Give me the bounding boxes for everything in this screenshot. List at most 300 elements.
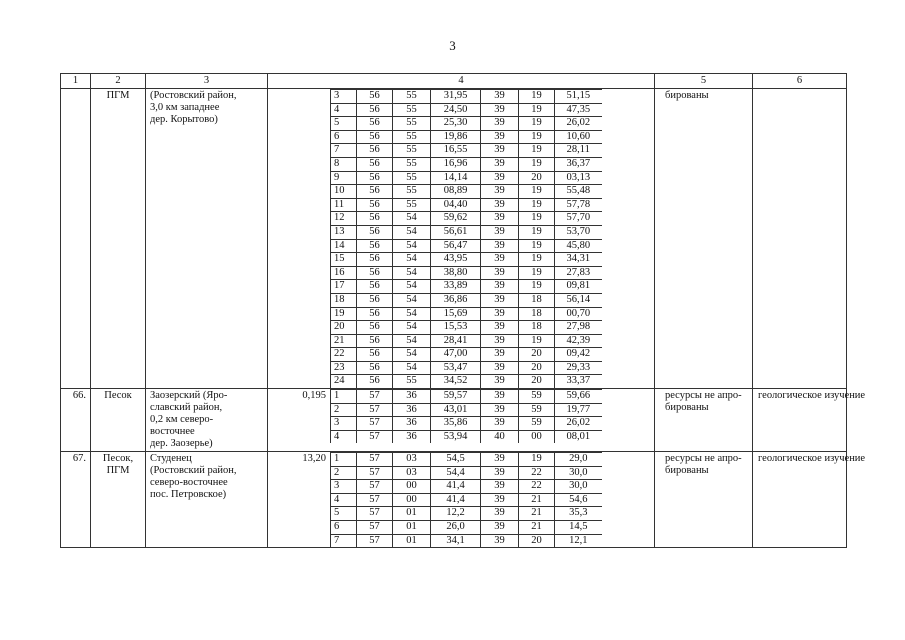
coordinate-value: 16,55 [431, 144, 481, 158]
usage-type [753, 89, 847, 389]
deposit-location-line: дер. Корытово) [150, 114, 218, 125]
mineral-type-line: Песок [104, 390, 132, 402]
header-row [61, 74, 847, 89]
coordinate-value: 40 [481, 430, 519, 443]
header-col-1: 1 [61, 74, 91, 89]
coordinate-value: 17 [331, 280, 357, 294]
coordinate-value: 59 [519, 417, 555, 431]
coordinate-value: 57 [357, 466, 393, 480]
coordinate-value: 15 [331, 253, 357, 267]
coordinate-point [331, 334, 602, 348]
coordinate-value: 55 [393, 103, 431, 117]
coordinate-value: 21 [331, 334, 357, 348]
coordinate-value: 53,47 [431, 361, 481, 375]
coordinate-value: 35,86 [431, 417, 481, 431]
coordinate-value: 45,80 [555, 239, 602, 253]
coordinate-value: 19 [519, 157, 555, 171]
coordinate-point [331, 453, 602, 467]
header-col-5: 5 [655, 74, 753, 89]
coordinate-value: 57,78 [555, 198, 602, 212]
coordinate-value: 8 [331, 157, 357, 171]
deposit-location [146, 389, 268, 452]
coordinate-value: 34,1 [431, 534, 481, 547]
coordinate-value: 36 [393, 430, 431, 443]
coordinate-value: 41,4 [431, 480, 481, 494]
coordinate-value: 39 [481, 117, 519, 131]
coordinate-value: 39 [481, 321, 519, 335]
coordinate-value: 54,4 [431, 466, 481, 480]
coordinate-value: 56 [357, 171, 393, 185]
header-col-2: 2 [91, 74, 146, 89]
coordinate-value: 56 [357, 253, 393, 267]
coordinate-value: 57 [357, 390, 393, 404]
coordinate-value: 14,14 [431, 171, 481, 185]
coordinate-value: 55 [393, 171, 431, 185]
coordinate-value: 54 [393, 280, 431, 294]
mineral-type [91, 452, 146, 548]
coordinate-value: 39 [481, 144, 519, 158]
deposit-location-line: дер. Заозерье) [150, 438, 213, 450]
coordinate-value: 41,4 [431, 493, 481, 507]
coordinate-value: 39 [481, 225, 519, 239]
resource-status-line: бированы [665, 465, 709, 477]
coordinate-value: 55,48 [555, 185, 602, 199]
coordinate-value: 57 [357, 507, 393, 521]
coordinate-value: 55 [393, 375, 431, 388]
coordinate-value: 23 [331, 361, 357, 375]
deposit-location [146, 452, 268, 548]
usage-type [753, 389, 866, 452]
coordinate-value: 16,96 [431, 157, 481, 171]
coordinate-value: 19 [519, 212, 555, 226]
coordinate-value: 19 [519, 117, 555, 131]
coordinate-value: 39 [481, 521, 519, 535]
coordinate-value: 55 [393, 90, 431, 104]
deposit-area [268, 89, 326, 90]
coordinate-value: 56,61 [431, 225, 481, 239]
deposit-row [61, 389, 847, 452]
coordinate-value: 19 [519, 253, 555, 267]
coordinate-value: 19 [519, 225, 555, 239]
usage-type-line: геологическое изучение [758, 453, 866, 465]
coordinate-value: 39 [481, 480, 519, 494]
coordinate-value: 18 [519, 307, 555, 321]
coordinate-value: 57 [357, 403, 393, 417]
deposit-location [146, 89, 268, 389]
coordinate-value: 27,83 [555, 266, 602, 280]
coordinate-value: 29,33 [555, 361, 602, 375]
coordinate-value: 2 [331, 403, 357, 417]
coordinate-value: 19 [519, 198, 555, 212]
coordinate-value: 15,53 [431, 321, 481, 335]
deposit-location-line: Заозерский (Яро- [150, 390, 228, 402]
coordinate-value: 16 [331, 266, 357, 280]
coordinate-value: 51,15 [555, 90, 602, 104]
coordinate-value: 39 [481, 185, 519, 199]
coordinate-value: 36 [393, 417, 431, 431]
coordinate-value: 19 [519, 334, 555, 348]
coordinate-value: 39 [481, 253, 519, 267]
coordinate-value: 20 [519, 348, 555, 362]
coordinate-value: 56 [357, 348, 393, 362]
coordinate-value: 57 [357, 430, 393, 443]
coordinate-value: 56,47 [431, 239, 481, 253]
coordinate-value: 03 [393, 466, 431, 480]
coordinate-value: 6 [331, 521, 357, 535]
coordinate-value: 56 [357, 130, 393, 144]
coordinate-point [331, 348, 602, 362]
coordinate-value: 19 [519, 90, 555, 104]
coordinate-value: 00 [519, 430, 555, 443]
coordinate-value: 31,95 [431, 90, 481, 104]
coordinate-value: 3 [331, 90, 357, 104]
coordinate-value: 36 [393, 403, 431, 417]
coordinate-value: 14,5 [555, 521, 602, 535]
resource-status [655, 389, 753, 452]
page-number: 3 [449, 38, 456, 53]
coordinate-value: 55 [393, 157, 431, 171]
deposit-number: 67. [61, 452, 91, 548]
table-body [61, 74, 866, 548]
coordinate-value: 13 [331, 225, 357, 239]
coordinate-value: 21 [519, 493, 555, 507]
coordinate-value: 56 [357, 321, 393, 335]
coordinate-value: 20 [331, 321, 357, 335]
coordinate-value: 10,60 [555, 130, 602, 144]
coordinate-value: 28,41 [431, 334, 481, 348]
resource-status [655, 89, 753, 389]
coordinate-value: 36 [393, 390, 431, 404]
coordinate-point [331, 375, 602, 388]
coordinate-value: 12,1 [555, 534, 602, 547]
coordinate-value: 54,6 [555, 493, 602, 507]
coordinate-point [331, 171, 602, 185]
coordinate-value: 18 [519, 321, 555, 335]
mineral-type-line: ПГМ [106, 90, 130, 101]
coordinate-value: 57 [357, 417, 393, 431]
coordinate-value: 7 [331, 534, 357, 547]
coordinate-value: 54 [393, 307, 431, 321]
coordinate-value: 56,14 [555, 293, 602, 307]
resource-status-line: ресурсы не апро- [665, 453, 742, 465]
coordinate-value: 29,0 [555, 453, 602, 467]
coordinate-value: 55 [393, 117, 431, 131]
header-col-6: 6 [753, 74, 847, 89]
coordinate-value: 04,40 [431, 198, 481, 212]
coordinate-value: 57 [357, 493, 393, 507]
coordinate-value: 28,11 [555, 144, 602, 158]
coordinate-value: 19 [519, 185, 555, 199]
coordinate-point [331, 417, 602, 431]
coordinate-point [331, 534, 602, 547]
coordinate-value: 26,02 [555, 117, 602, 131]
coordinate-value: 19 [331, 307, 357, 321]
coordinate-value: 56 [357, 307, 393, 321]
coordinate-value: 09,42 [555, 348, 602, 362]
coordinate-value: 00 [393, 480, 431, 494]
coordinate-value: 54 [393, 361, 431, 375]
mineral-type-line: ПГМ [106, 465, 130, 477]
coordinate-point [331, 253, 602, 267]
coordinate-value: 39 [481, 466, 519, 480]
coordinate-value: 14 [331, 239, 357, 253]
coordinate-value: 39 [481, 293, 519, 307]
resource-status-line: бированы [665, 402, 709, 414]
coordinate-value: 10 [331, 185, 357, 199]
coordinate-point [331, 130, 602, 144]
coordinate-point [331, 90, 602, 104]
coordinate-value: 39 [481, 157, 519, 171]
coordinate-value: 39 [481, 534, 519, 547]
coordinate-value: 42,39 [555, 334, 602, 348]
coordinate-value: 54 [393, 266, 431, 280]
coordinate-value: 11 [331, 198, 357, 212]
coordinate-value: 4 [331, 493, 357, 507]
coordinate-value: 54 [393, 253, 431, 267]
coordinate-point [331, 266, 602, 280]
coordinate-value: 54 [393, 321, 431, 335]
deposit-area: 13,20 [302, 453, 326, 465]
coordinate-value: 1 [331, 390, 357, 404]
coordinate-value: 54 [393, 348, 431, 362]
coordinate-value: 19,77 [555, 403, 602, 417]
coordinate-point [331, 466, 602, 480]
coordinate-value: 56 [357, 266, 393, 280]
coordinate-value: 12,2 [431, 507, 481, 521]
coordinate-value: 19 [519, 453, 555, 467]
coordinate-value: 24 [331, 375, 357, 388]
coordinate-point [331, 185, 602, 199]
coordinate-point [331, 103, 602, 117]
coordinate-value: 56 [357, 103, 393, 117]
coordinate-value: 57 [357, 453, 393, 467]
mineral-type [91, 389, 146, 452]
deposit-location-line: восточнее [150, 426, 195, 438]
coordinates-cell [268, 389, 655, 452]
coordinate-value: 19 [519, 130, 555, 144]
coordinate-point [331, 280, 602, 294]
coordinate-value: 36,37 [555, 157, 602, 171]
deposit-number: 66. [61, 389, 91, 452]
coordinate-value: 56 [357, 157, 393, 171]
coordinate-value: 33,37 [555, 375, 602, 388]
coordinate-point [331, 507, 602, 521]
coordinate-value: 39 [481, 453, 519, 467]
coordinate-value: 54 [393, 293, 431, 307]
deposit-location-line: (Ростовский район, [150, 465, 237, 477]
coordinate-point [331, 430, 602, 443]
coordinate-value: 56 [357, 375, 393, 388]
coordinate-value: 34,52 [431, 375, 481, 388]
coordinate-point [331, 239, 602, 253]
coordinate-point [331, 361, 602, 375]
coordinate-value: 08,01 [555, 430, 602, 443]
coordinate-value: 03 [393, 453, 431, 467]
coordinate-value: 19 [519, 266, 555, 280]
coordinate-value: 35,3 [555, 507, 602, 521]
coordinate-value: 19 [519, 144, 555, 158]
coordinate-value: 39 [481, 493, 519, 507]
usage-type [753, 452, 866, 548]
coordinate-value: 39 [481, 198, 519, 212]
coordinate-point [331, 390, 602, 404]
coordinate-value: 30,0 [555, 466, 602, 480]
coordinate-value: 3 [331, 417, 357, 431]
coordinate-value: 59,66 [555, 390, 602, 404]
coordinate-value: 12 [331, 212, 357, 226]
coordinate-value: 20 [519, 361, 555, 375]
coordinate-value: 55 [393, 198, 431, 212]
coordinate-value: 22 [519, 480, 555, 494]
coordinate-value: 56 [357, 117, 393, 131]
coordinate-value: 56 [357, 212, 393, 226]
coordinate-point [331, 307, 602, 321]
coordinate-value: 36,86 [431, 293, 481, 307]
coordinate-value: 26,02 [555, 417, 602, 431]
coordinate-point [331, 493, 602, 507]
coordinate-value: 09,81 [555, 280, 602, 294]
coordinates-table [330, 89, 602, 388]
coordinate-value: 20 [519, 534, 555, 547]
coordinates-table [330, 452, 602, 547]
coordinate-value: 59,62 [431, 212, 481, 226]
coordinate-value: 56 [357, 90, 393, 104]
deposit-row [61, 452, 847, 548]
header-col-3: 3 [146, 74, 268, 89]
coordinate-value: 39 [481, 239, 519, 253]
deposit-location-line: (Ростовский район, [150, 90, 237, 101]
coordinate-value: 24,50 [431, 103, 481, 117]
deposit-number [61, 89, 91, 389]
coordinate-value: 43,95 [431, 253, 481, 267]
coordinate-value: 47,35 [555, 103, 602, 117]
coordinate-value: 01 [393, 534, 431, 547]
coordinate-value: 26,0 [431, 521, 481, 535]
coordinate-value: 47,00 [431, 348, 481, 362]
coordinate-value: 5 [331, 507, 357, 521]
coordinate-value: 55 [393, 130, 431, 144]
coordinate-point [331, 212, 602, 226]
coordinate-value: 39 [481, 171, 519, 185]
coordinate-value: 20 [519, 375, 555, 388]
deposits-table [60, 73, 866, 548]
coordinate-value: 19 [519, 280, 555, 294]
coordinate-point [331, 198, 602, 212]
coordinate-value: 9 [331, 171, 357, 185]
coordinate-value: 21 [519, 507, 555, 521]
coordinate-value: 53,94 [431, 430, 481, 443]
coordinate-value: 20 [519, 171, 555, 185]
coordinate-value: 39 [481, 280, 519, 294]
coordinate-point [331, 521, 602, 535]
coordinate-value: 56 [357, 280, 393, 294]
resource-status-line: бированы [665, 90, 709, 101]
coordinate-value: 57 [357, 534, 393, 547]
coordinate-value: 59,57 [431, 390, 481, 404]
resource-status [655, 452, 753, 548]
coordinate-value: 56 [357, 293, 393, 307]
coordinate-value: 27,98 [555, 321, 602, 335]
resource-status-line: ресурсы не апро- [665, 390, 742, 402]
coordinate-value: 34,31 [555, 253, 602, 267]
coordinate-value: 59 [519, 390, 555, 404]
deposit-row [61, 89, 847, 389]
coordinate-value: 55 [393, 185, 431, 199]
coordinate-value: 56 [357, 185, 393, 199]
coordinate-value: 43,01 [431, 403, 481, 417]
coordinate-value: 38,80 [431, 266, 481, 280]
coordinate-value: 53,70 [555, 225, 602, 239]
coordinates-table [330, 389, 602, 443]
coordinate-value: 57,70 [555, 212, 602, 226]
deposit-location-line: Студенец [150, 453, 192, 465]
deposit-location-line: 0,2 км северо- [150, 414, 214, 426]
coordinate-value: 59 [519, 403, 555, 417]
coordinate-value: 39 [481, 266, 519, 280]
coordinate-value: 56 [357, 334, 393, 348]
coordinate-value: 4 [331, 430, 357, 443]
coordinate-value: 54 [393, 334, 431, 348]
coordinate-value: 39 [481, 417, 519, 431]
coordinate-point [331, 157, 602, 171]
coordinate-value: 21 [519, 521, 555, 535]
coordinate-point [331, 144, 602, 158]
coordinate-point [331, 225, 602, 239]
coordinate-value: 39 [481, 375, 519, 388]
coordinate-value: 39 [481, 507, 519, 521]
header-col-4: 4 [268, 74, 655, 89]
deposit-location-line: славский район, [150, 402, 223, 414]
coordinate-value: 54,5 [431, 453, 481, 467]
coordinate-value: 4 [331, 103, 357, 117]
coordinate-value: 5 [331, 117, 357, 131]
coordinate-value: 03,13 [555, 171, 602, 185]
coordinate-value: 30,0 [555, 480, 602, 494]
coordinate-value: 39 [481, 307, 519, 321]
coordinate-value: 00 [393, 493, 431, 507]
coordinate-value: 15,69 [431, 307, 481, 321]
coordinate-value: 2 [331, 466, 357, 480]
coordinate-value: 56 [357, 225, 393, 239]
coordinate-value: 56 [357, 198, 393, 212]
coordinate-value: 39 [481, 403, 519, 417]
coordinate-value: 3 [331, 480, 357, 494]
coordinate-value: 39 [481, 361, 519, 375]
coordinate-value: 39 [481, 348, 519, 362]
coordinate-value: 01 [393, 507, 431, 521]
coordinate-value: 1 [331, 453, 357, 467]
coordinate-value: 08,89 [431, 185, 481, 199]
coordinate-value: 39 [481, 90, 519, 104]
coordinate-value: 57 [357, 521, 393, 535]
coordinate-value: 01 [393, 521, 431, 535]
coordinate-value: 33,89 [431, 280, 481, 294]
deposit-location-line: 3,0 км западнее [150, 102, 220, 113]
coordinate-value: 18 [331, 293, 357, 307]
coordinate-value: 6 [331, 130, 357, 144]
coordinate-value: 7 [331, 144, 357, 158]
coordinate-value: 55 [393, 144, 431, 158]
coordinate-value: 57 [357, 480, 393, 494]
coordinate-value: 39 [481, 390, 519, 404]
coordinate-value: 56 [357, 239, 393, 253]
coordinate-point [331, 117, 602, 131]
coordinate-value: 39 [481, 334, 519, 348]
mineral-type [91, 89, 146, 389]
coordinate-value: 22 [519, 466, 555, 480]
coordinate-value: 56 [357, 361, 393, 375]
coordinate-point [331, 293, 602, 307]
